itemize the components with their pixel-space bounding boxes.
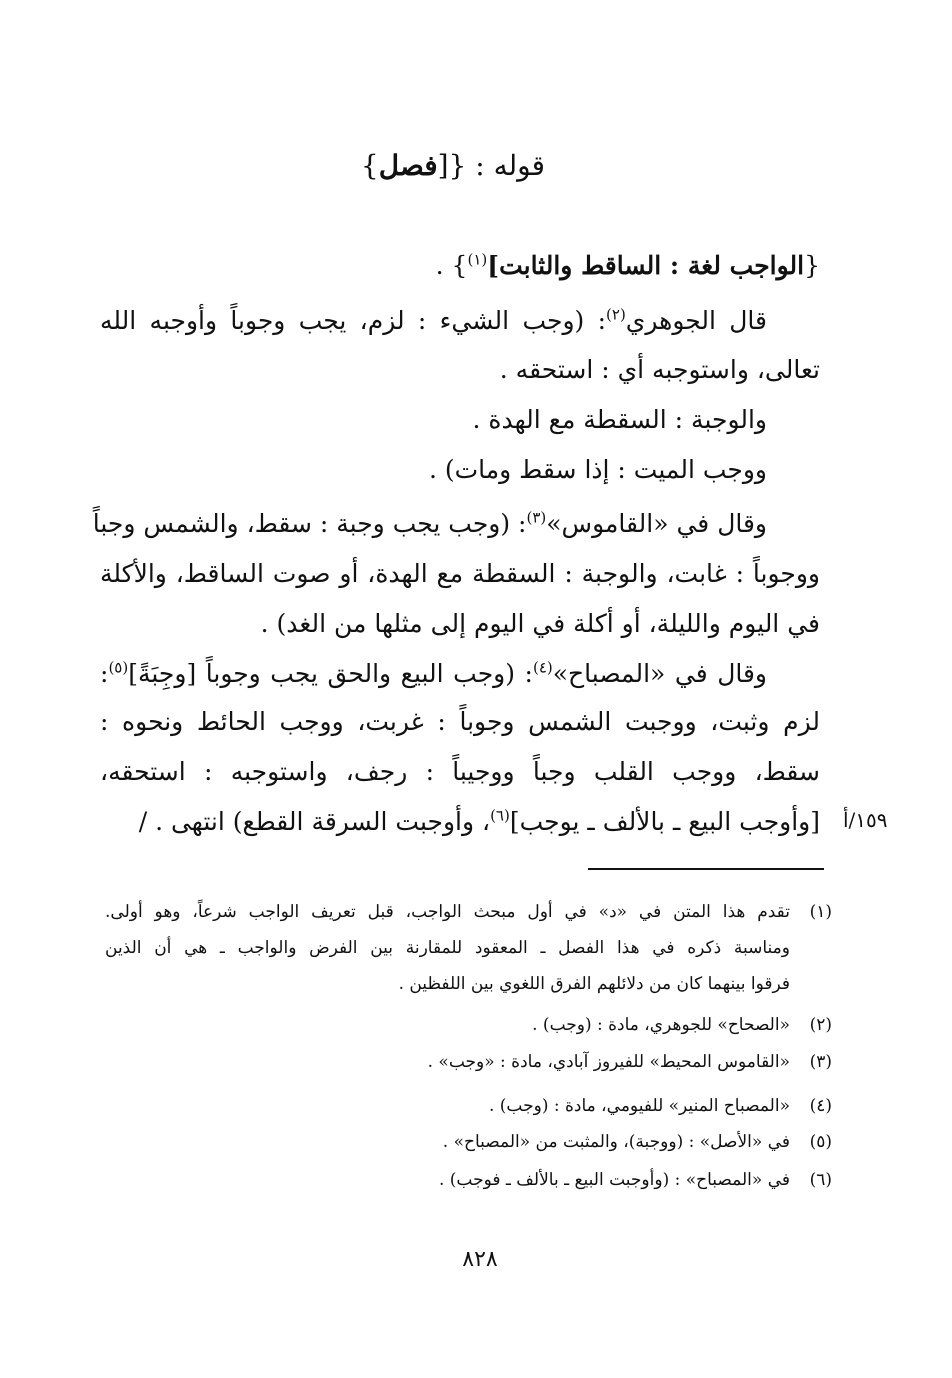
footnote-text: في «المصباح» : (وأوجبت البيع ـ بالألف ـ فوجب) . (438, 1170, 790, 1190)
footnote-5-text (105, 1126, 790, 1158)
body-line-3 (100, 346, 820, 394)
body-line-9 (100, 650, 767, 698)
body-line-8 (100, 600, 820, 648)
body-text: والوجبة : السقطة مع الهدة . (472, 405, 767, 434)
heading-text: الواجب لغة : الساقط والثابت] (487, 251, 805, 280)
body-text: : (وجب يجب وجبة : سقط، والشمس وجباً (92, 509, 527, 538)
body-text: ووجب الميت : إذا سقط ومات) . (428, 455, 767, 484)
body-text: [وأوجب البيع ـ بالألف ـ يوجب] (509, 807, 820, 836)
footnote-ref-2: (٢) (606, 305, 626, 324)
footnote-1-line-3 (105, 968, 790, 1000)
footnote-number: (٦) (809, 1170, 832, 1190)
body-line-5 (100, 446, 767, 494)
footnote-text: «الصحاح» للجوهري، مادة : (وجب) . (532, 1015, 790, 1035)
footnote-3-text (105, 1046, 790, 1078)
footnote-text: في «الأصل» : (ووجبة)، والمثبت من «المصباح» . (442, 1132, 790, 1152)
footnote-1-line-2 (105, 932, 790, 964)
body-line-2 (100, 297, 767, 345)
footnote-number: (٢) (809, 1015, 832, 1035)
body-text: قال الجوهري (625, 306, 768, 335)
body-text: : (100, 659, 109, 688)
body-text: في اليوم والليلة، أو أكلة في اليوم إلى مثلها من الغد) . (260, 609, 820, 638)
footnote-text: فرقوا بينهما كان من دلائلهم الفرق اللغوي بين اللفظين . (398, 974, 790, 994)
footnote-number: (٥) (809, 1132, 832, 1152)
body-line-12 (100, 798, 820, 846)
body-text: لزم وثبت، ووجبت الشمس وجوباً : غربت، ووجب الحائط ونحوه : (100, 707, 820, 736)
footnote-text: «القاموس المحيط» للفيروز آبادي، مادة : «وجب» . (427, 1052, 790, 1072)
footnote-text: «المصباح المنير» للفيومي، مادة : (وجب) . (488, 1096, 790, 1116)
body-line-6 (92, 500, 767, 548)
footnote-number: (١) (809, 902, 832, 922)
body-text: ووجوباً : غابت، والوجبة : السقطة مع الهدة، أو صوت الساقط، والأكلة (100, 559, 820, 588)
manuscript-folio-marker: ١٥٩/أ (843, 808, 888, 832)
footnote-number: (٣) (809, 1052, 832, 1072)
body-text: ، وأوجبت السرقة القطع) انتهى . / (138, 807, 491, 836)
heading-close: } . (435, 251, 468, 280)
body-text: وقال في «القاموس» (546, 509, 767, 538)
footnote-number: (٤) (809, 1096, 832, 1116)
body-heading-line (100, 242, 820, 290)
title-close-brace: } (360, 149, 379, 182)
body-text: سقط، ووجب القلب وجباً ووجيباً : رجف، واستوجبه : استحقه، (100, 757, 820, 786)
body-line-4 (100, 396, 767, 444)
footnote-4-text (105, 1090, 790, 1122)
body-line-11 (100, 748, 820, 796)
title-keyword: فصل (378, 149, 438, 182)
footnote-6-text (105, 1164, 790, 1196)
footnote-ref-6: (٦) (490, 806, 510, 825)
page-number: ٨٢٨ (462, 1247, 498, 1272)
footnote-ref-3: (٣) (526, 508, 547, 527)
body-line-7 (100, 550, 820, 598)
footnote-ref-5: (٥) (108, 658, 129, 677)
heading-open: { (804, 251, 820, 280)
footnote-text: تقدم هذا المتن في «د» في أول مبحث الواجب، قبل تعريف الواجب شرعاً، وهو أولى. (105, 902, 790, 922)
body-text: : (وجب الشيء : لزم، يجب وجوباً وأوجبه الله (100, 306, 607, 335)
footnote-text: ومناسبة ذكره في هذا الفصل ـ المعقود للمقارنة بين الفرض والواجب ـ هي أن الذين (105, 938, 790, 958)
footnote-separator (588, 868, 824, 870)
footnote-ref-4: (٤) (532, 658, 553, 677)
footnote-2-text (105, 1009, 790, 1041)
footnote-ref-1: (١) (467, 250, 488, 269)
body-text: : (وجب البيع والحق يجب وجوباً [وجِبَةً] (128, 659, 533, 688)
body-text: تعالى، واستوجبه أي : استحقه . (499, 355, 820, 384)
body-text: وقال في «المصباح» (552, 659, 767, 688)
section-title (100, 138, 545, 194)
title-prefix: قوله : (466, 149, 545, 182)
body-line-10 (100, 698, 820, 746)
footnote-1-line-1 (105, 896, 790, 928)
title-open-brace: {[ (437, 149, 467, 182)
